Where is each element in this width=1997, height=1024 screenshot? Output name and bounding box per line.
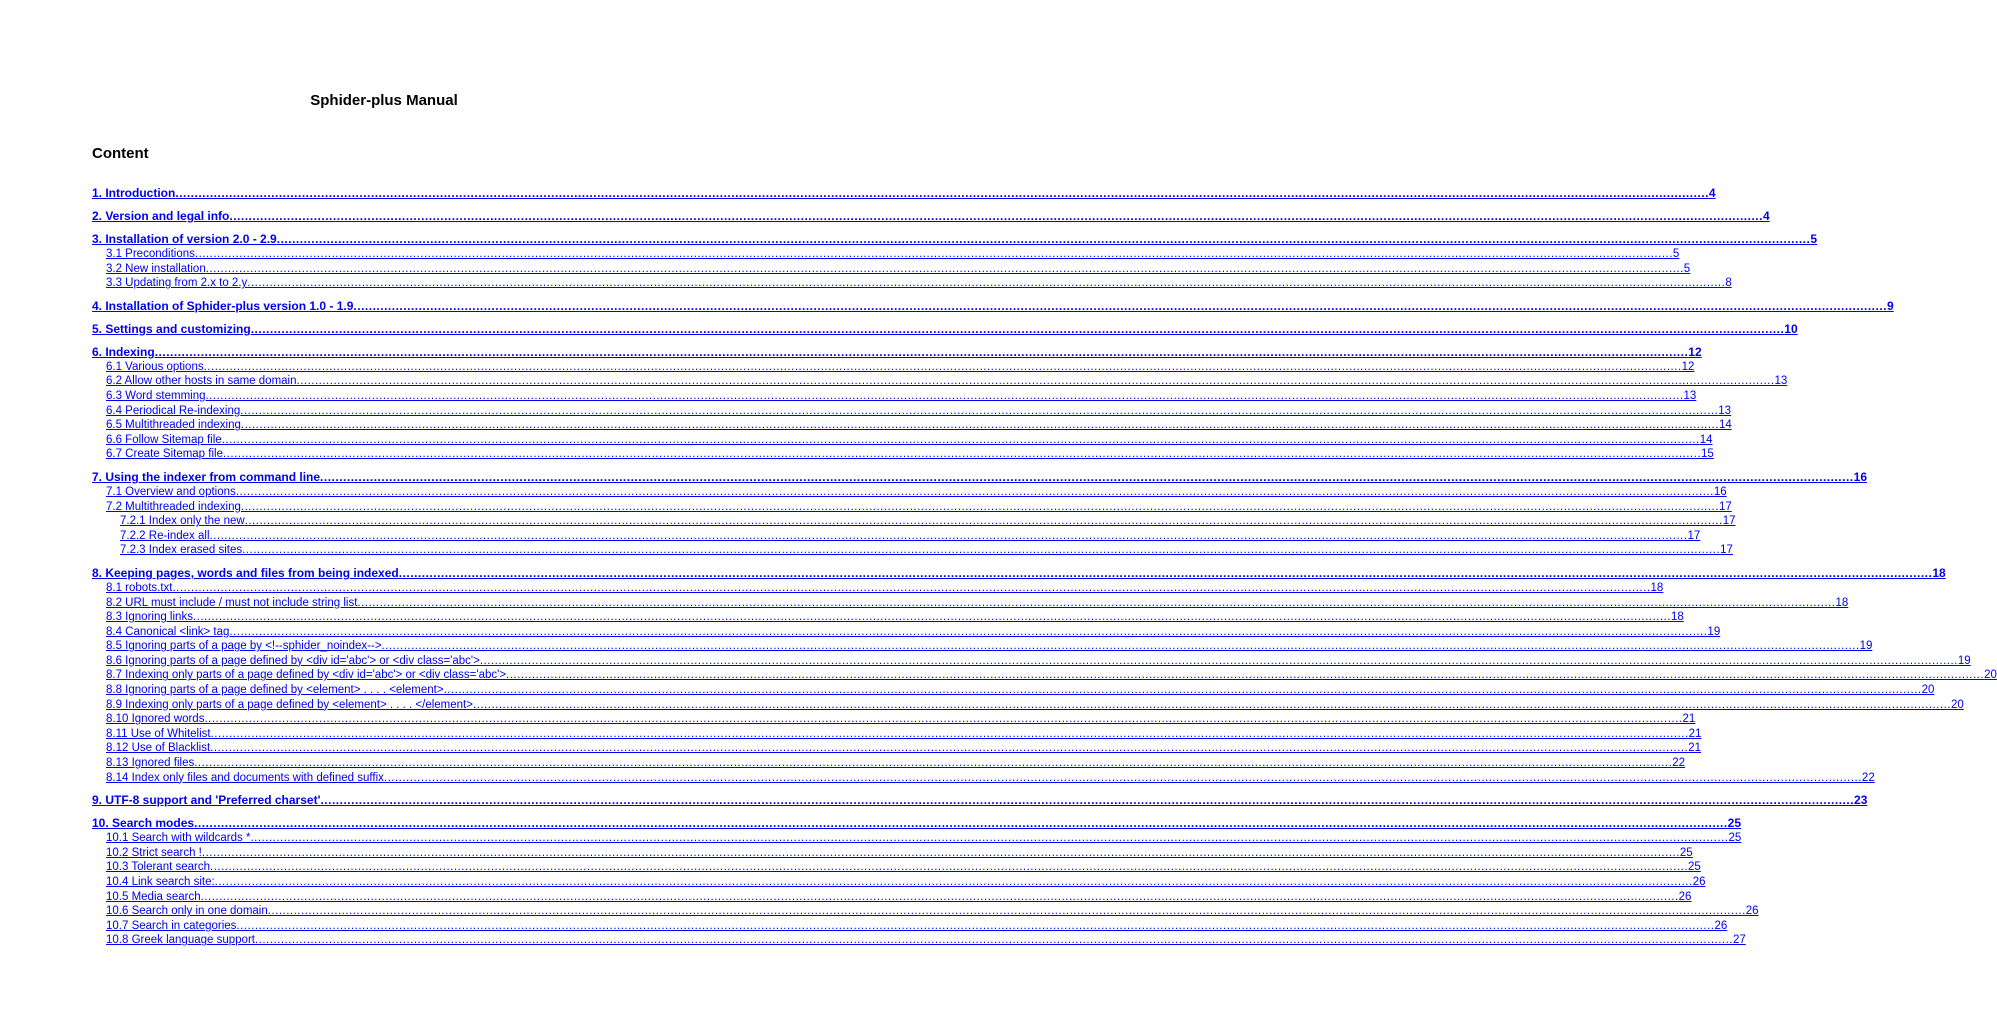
toc-page-number: 18 xyxy=(1932,565,1946,580)
toc-page-number: 12 xyxy=(1681,360,1695,373)
toc-entry-label: 2. Version and legal info xyxy=(92,209,230,223)
toc-entry-label: 8.2 URL must include / must not include string list xyxy=(106,596,358,609)
toc-entry[interactable] xyxy=(92,485,1727,500)
toc-page-number: 27 xyxy=(1733,934,1746,947)
toc-entry-label: 3.2 New installation xyxy=(106,262,206,275)
toc-entry-label: 4. Installation of Sphider-plus version 1.0 - 1.9 xyxy=(92,298,354,313)
toc-dot-leader: ................................................................................................................................................................................................................................................................................................................................................................................................................ xyxy=(240,404,1719,417)
toc-entry[interactable] xyxy=(92,276,1732,291)
toc-dot-leader: ................................................................................................................................................................................................................................................................................................................................................................................................................ xyxy=(381,640,1860,653)
toc-dot-leader: ................................................................................................................................................................................................................................................................................................................................................................................................................ xyxy=(194,757,1673,770)
toc-page-number: 12 xyxy=(1688,344,1702,359)
toc-entry-label: 5. Settings and customizing xyxy=(92,321,251,336)
toc-dot-leader: ................................................................................................................................................................................................................................................................................................................................................................................................................ xyxy=(443,684,1922,697)
toc-page-number: 14 xyxy=(1699,433,1713,446)
toc-entry[interactable] xyxy=(92,232,1818,247)
toc-page-number: 5 xyxy=(1683,262,1691,275)
toc-entry-label: 10. Search modes xyxy=(92,816,195,831)
toc-entry[interactable] xyxy=(92,321,1798,337)
toc-dot-leader: ................................................................................................................................................................................................................................................................................................................................................................................................................ xyxy=(222,448,1702,461)
toc-dot-leader: ................................................................................................................................................................................................................................................................................................................................................................................................................ xyxy=(204,713,1683,726)
toc-entry[interactable] xyxy=(92,668,1997,683)
toc-entry[interactable] xyxy=(92,344,1702,360)
toc-page-number: 5 xyxy=(1810,232,1818,246)
toc-entry[interactable] xyxy=(92,654,1971,669)
toc-entry-label: 9. UTF-8 support and 'Preferred charset' xyxy=(92,793,321,808)
toc-entry-label: 6.4 Periodical Re-indexing xyxy=(106,404,241,417)
toc-entry-label: 3.1 Preconditions xyxy=(106,248,195,260)
toc-page-number: 18 xyxy=(1835,596,1849,609)
toc-page-number: 13 xyxy=(1683,389,1697,402)
toc-page-number: 14 xyxy=(1718,419,1732,432)
content-heading: Content xyxy=(92,145,149,162)
toc-entry[interactable] xyxy=(92,890,1692,905)
toc-entry-label: 6. Indexing xyxy=(92,344,155,359)
toc-entry-label: 8.7 Indexing only parts of a page defined by <div id='abc'> or <div class='abc'> xyxy=(106,669,507,682)
toc-entry[interactable] xyxy=(92,625,1721,640)
toc-entry[interactable] xyxy=(92,298,1894,314)
toc-dot-leader: ................................................................................................................................................................................................................................................................................................................................................................................................................ xyxy=(240,419,1719,432)
toc-entry-label: 8.9 Indexing only parts of a page defined by <element> . . . . </element> xyxy=(106,698,473,711)
toc-page-number: 16 xyxy=(1853,469,1867,484)
toc-page-number: 26 xyxy=(1745,905,1759,918)
toc-entry-label: 8.5 Ignoring parts of a page by <!--sphider_noindex--> xyxy=(106,640,382,653)
toc-entry[interactable] xyxy=(92,639,1873,654)
toc-entry[interactable] xyxy=(92,565,1946,581)
toc-entry[interactable] xyxy=(92,610,1684,625)
toc-entry[interactable] xyxy=(92,581,1664,596)
toc-dot-leader: ................................................................................................................................................................................................................................................................................................................................................................................................................ xyxy=(383,771,1862,784)
toc-entry-label: 8.10 Ignored words xyxy=(106,713,205,726)
toc-entry[interactable] xyxy=(92,389,1697,404)
toc-entry[interactable] xyxy=(92,793,1868,808)
toc-page-number: 20 xyxy=(1921,684,1935,697)
toc-dot-leader: ................................................................................................................................................................................................................................................................................................................................................................................................................ xyxy=(506,669,1985,682)
toc-entry[interactable] xyxy=(92,698,1964,713)
toc-page-number: 15 xyxy=(1701,448,1714,461)
toc-dot-leader: ................................................................................................................................................................................................................................................................................................................................................................................................................ xyxy=(175,186,1709,200)
toc-entry-label: 10.5 Media search xyxy=(106,890,201,903)
toc-entry-label: 7.1 Overview and options xyxy=(106,485,236,498)
toc-page-number: 21 xyxy=(1688,727,1702,740)
toc-page-number: 8 xyxy=(1725,277,1732,290)
toc-dot-leader: ................................................................................................................................................................................................................................................................................................................................................................................................................ xyxy=(229,209,1763,223)
toc-entry[interactable] xyxy=(92,514,1736,529)
toc-page-number: 13 xyxy=(1774,375,1788,388)
toc-entry-label: 10.3 Tolerant search xyxy=(106,861,210,874)
toc-entry-label: 7.2.2 Re-index all xyxy=(120,529,210,542)
toc-entry[interactable] xyxy=(92,741,1702,756)
toc-page-number: 17 xyxy=(1718,500,1732,513)
toc-page-number: 19 xyxy=(1859,640,1873,653)
toc-dot-leader: ................................................................................................................................................................................................................................................................................................................................................................................................................ xyxy=(194,248,1673,260)
toc-entry-label: 10.4 Link search site: xyxy=(106,876,215,888)
toc-entry[interactable] xyxy=(92,756,1686,771)
toc-page-number: 4 xyxy=(1708,186,1716,200)
toc-entry-label: 6.6 Follow Sitemap file xyxy=(106,433,222,446)
toc-dot-leader: ................................................................................................................................................................................................................................................................................................................................................................................................................ xyxy=(203,360,1682,373)
toc-entry-label: 8.13 Ignored files xyxy=(106,757,195,770)
toc-entry[interactable] xyxy=(92,447,1714,462)
toc-page-number: 17 xyxy=(1722,515,1736,528)
toc-dot-leader: ................................................................................................................................................................................................................................................................................................................................................................................................................ xyxy=(250,832,1729,845)
toc-dot-leader: ................................................................................................................................................................................................................................................................................................................................................................................................................ xyxy=(296,375,1775,388)
toc-entry[interactable] xyxy=(92,433,1713,448)
toc-entry[interactable] xyxy=(92,846,1693,861)
toc-entry[interactable] xyxy=(92,816,1742,831)
toc-dot-leader: ................................................................................................................................................................................................................................................................................................................................................................................................................ xyxy=(247,277,1726,290)
toc-entry[interactable] xyxy=(92,904,1759,919)
toc-entry-label: 8.11 Use of Whitelist xyxy=(106,727,211,740)
toc-entry-label: 7.2.1 Index only the new xyxy=(120,515,245,528)
toc-dot-leader: ................................................................................................................................................................................................................................................................................................................................................................................................................ xyxy=(210,742,1689,755)
toc-page-number: 10 xyxy=(1784,321,1798,336)
toc-entry[interactable] xyxy=(92,418,1732,433)
toc-entry[interactable] xyxy=(92,727,1702,742)
toc-entry-label: 3. Installation of version 2.0 - 2.9 xyxy=(92,232,277,246)
toc-entry[interactable] xyxy=(92,831,1742,846)
toc-page-number: 20 xyxy=(1984,669,1997,682)
toc-entry[interactable] xyxy=(92,404,1732,419)
toc-entry-label: 8.8 Ignoring parts of a page defined by <element> . . . . <element> xyxy=(106,684,444,697)
toc-entry-label: 8.1 robots.txt xyxy=(106,581,173,594)
toc-entry[interactable] xyxy=(92,860,1701,875)
toc-entry[interactable] xyxy=(92,262,1691,277)
toc-page-number: 18 xyxy=(1650,581,1664,594)
toc-entry[interactable] xyxy=(92,247,1680,262)
toc-page-number: 19 xyxy=(1707,625,1721,638)
toc-entry-label: 10.8 Greek language support xyxy=(106,934,255,947)
toc-page-number: 19 xyxy=(1957,654,1971,667)
toc-page-number: 18 xyxy=(1670,611,1684,624)
toc-page-number: 16 xyxy=(1713,485,1727,498)
toc-entry[interactable] xyxy=(92,543,1733,558)
toc-page-number: 26 xyxy=(1678,890,1692,903)
toc-page-number: 26 xyxy=(1714,919,1728,932)
toc-entry-label: 3.3 Updating from 2.x to 2.y xyxy=(106,277,248,290)
toc-entry-label: 10.6 Search only in one domain xyxy=(106,905,268,918)
toc-page-number: 26 xyxy=(1692,876,1706,888)
toc-dot-leader: ................................................................................................................................................................................................................................................................................................................................................................................................................ xyxy=(221,433,1700,446)
toc-entry[interactable] xyxy=(92,712,1696,727)
toc-entry-label: 8.6 Ignoring parts of a page defined by <div id='abc'> or <div class='abc'> xyxy=(106,654,480,667)
toc-dot-leader: ................................................................................................................................................................................................................................................................................................................................................................................................................ xyxy=(229,625,1708,638)
toc-page-number: 25 xyxy=(1727,816,1742,831)
toc-entry[interactable] xyxy=(92,933,1746,948)
toc-entry-label: 10.1 Search with wildcards * xyxy=(106,832,251,845)
toc-entry-label: 8.14 Index only files and documents with defined suffix xyxy=(106,771,384,784)
toc-entry[interactable] xyxy=(92,500,1732,515)
toc-dot-leader: ................................................................................................................................................................................................................................................................................................................................................................................................................ xyxy=(472,698,1951,711)
toc-dot-leader: ................................................................................................................................................................................................................................................................................................................................................................................................................ xyxy=(172,581,1651,594)
toc-entry-label: 10.2 Strict search ! xyxy=(106,846,202,859)
toc-page-number: 20 xyxy=(1951,698,1964,711)
toc-entry-label: 7.2 Multithreaded indexing xyxy=(106,500,241,513)
toc-entry-label: 8.4 Canonical <link> tag xyxy=(106,625,230,638)
toc-dot-leader: ................................................................................................................................................................................................................................................................................................................................................................................................................ xyxy=(194,816,1728,831)
toc-page-number: 13 xyxy=(1718,404,1732,417)
toc-dot-leader: ................................................................................................................................................................................................................................................................................................................................................................................................................ xyxy=(320,793,1855,808)
toc-page-number: 25 xyxy=(1679,846,1693,859)
toc-dot-leader: ................................................................................................................................................................................................................................................................................................................................................................................................................ xyxy=(205,389,1684,402)
toc-page-number: 4 xyxy=(1762,209,1770,223)
toc-entry-label: 6.5 Multithreaded indexing xyxy=(106,419,241,432)
toc-entry-label: 7. Using the indexer from command line xyxy=(92,469,321,484)
toc-entry[interactable] xyxy=(92,683,1935,698)
toc-entry[interactable] xyxy=(92,209,1770,224)
toc-dot-leader: ................................................................................................................................................................................................................................................................................................................................................................................................................ xyxy=(267,905,1746,918)
toc-dot-leader: ................................................................................................................................................................................................................................................................................................................................................................................................................ xyxy=(200,890,1679,903)
toc-page-number: 21 xyxy=(1688,742,1702,755)
toc-dot-leader: ................................................................................................................................................................................................................................................................................................................................................................................................................ xyxy=(398,565,1933,580)
toc-dot-leader: ................................................................................................................................................................................................................................................................................................................................................................................................................ xyxy=(254,934,1733,947)
toc-dot-leader: ................................................................................................................................................................................................................................................................................................................................................................................................................ xyxy=(210,727,1689,740)
toc-dot-leader: ................................................................................................................................................................................................................................................................................................................................................................................................................ xyxy=(242,544,1721,557)
toc-page-number: 21 xyxy=(1682,713,1696,726)
toc-dot-leader: ................................................................................................................................................................................................................................................................................................................................................................................................................ xyxy=(276,232,1811,246)
toc-dot-leader: ................................................................................................................................................................................................................................................................................................................................................................................................................ xyxy=(320,469,1854,484)
toc-page-number: 25 xyxy=(1688,861,1701,874)
toc-dot-leader: ................................................................................................................................................................................................................................................................................................................................................................................................................ xyxy=(250,321,1785,336)
toc-dot-leader: ................................................................................................................................................................................................................................................................................................................................................................................................................ xyxy=(244,515,1723,528)
toc-dot-leader: ................................................................................................................................................................................................................................................................................................................................................................................................................ xyxy=(192,611,1671,624)
toc-entry-label: 6.7 Create Sitemap file xyxy=(106,448,223,461)
toc-dot-leader: ................................................................................................................................................................................................................................................................................................................................................................................................................ xyxy=(236,919,1715,932)
toc-dot-leader: ................................................................................................................................................................................................................................................................................................................................................................................................................ xyxy=(357,596,1836,609)
toc-page-number: 23 xyxy=(1854,793,1868,808)
toc-page-number: 17 xyxy=(1720,544,1733,557)
toc-entry-label: 10.7 Search in categories xyxy=(106,919,237,932)
document-title: Sphider-plus Manual xyxy=(310,92,458,109)
toc-entry[interactable] xyxy=(92,469,1867,485)
toc-dot-leader: ................................................................................................................................................................................................................................................................................................................................................................................................................ xyxy=(235,485,1714,498)
toc-dot-leader: ................................................................................................................................................................................................................................................................................................................................................................................................................ xyxy=(353,298,1887,313)
toc-entry-label: 8.12 Use of Blacklist xyxy=(106,742,211,755)
toc-entry[interactable] xyxy=(92,771,1875,786)
toc-dot-leader: ................................................................................................................................................................................................................................................................................................................................................................................................................ xyxy=(154,344,1689,359)
toc-entry-label: 8.3 Ignoring links xyxy=(106,611,193,624)
toc-entry-label: 6.3 Word stemming xyxy=(106,389,206,402)
toc-page-number: 17 xyxy=(1687,529,1701,542)
toc-dot-leader: ................................................................................................................................................................................................................................................................................................................................................................................................................ xyxy=(205,262,1684,275)
toc-entry[interactable] xyxy=(92,919,1728,934)
toc-entry-label: 6.2 Allow other hosts in same domain xyxy=(106,375,297,388)
toc-entry-label: 1. Introduction xyxy=(92,186,176,200)
table-of-contents xyxy=(92,186,1997,948)
toc-page-number: 22 xyxy=(1672,757,1686,770)
toc-page-number: 25 xyxy=(1728,832,1742,845)
toc-dot-leader: ................................................................................................................................................................................................................................................................................................................................................................................................................ xyxy=(209,529,1688,542)
toc-entry[interactable] xyxy=(92,529,1701,544)
toc-page-number: 22 xyxy=(1861,771,1875,784)
toc-entry-label: 6.1 Various options xyxy=(106,360,204,373)
toc-entry[interactable] xyxy=(92,360,1695,375)
toc-dot-leader: ................................................................................................................................................................................................................................................................................................................................................................................................................ xyxy=(479,654,1958,667)
toc-entry[interactable] xyxy=(92,596,1849,611)
toc-dot-leader: ................................................................................................................................................................................................................................................................................................................................................................................................................ xyxy=(240,500,1719,513)
toc-page-number: 5 xyxy=(1672,248,1680,260)
toc-dot-leader: ................................................................................................................................................................................................................................................................................................................................................................................................................ xyxy=(214,876,1693,888)
toc-page-number: 9 xyxy=(1887,298,1894,313)
toc-entry-label: 7.2.3 Index erased sites xyxy=(120,544,243,557)
toc-entry[interactable] xyxy=(92,374,1788,389)
toc-dot-leader: ................................................................................................................................................................................................................................................................................................................................................................................................................ xyxy=(210,861,1689,874)
toc-entry[interactable] xyxy=(92,875,1706,890)
toc-entry-label: 8. Keeping pages, words and files from being indexed xyxy=(92,565,399,580)
toc-dot-leader: ................................................................................................................................................................................................................................................................................................................................................................................................................ xyxy=(201,846,1680,859)
toc-entry[interactable] xyxy=(92,186,1716,201)
